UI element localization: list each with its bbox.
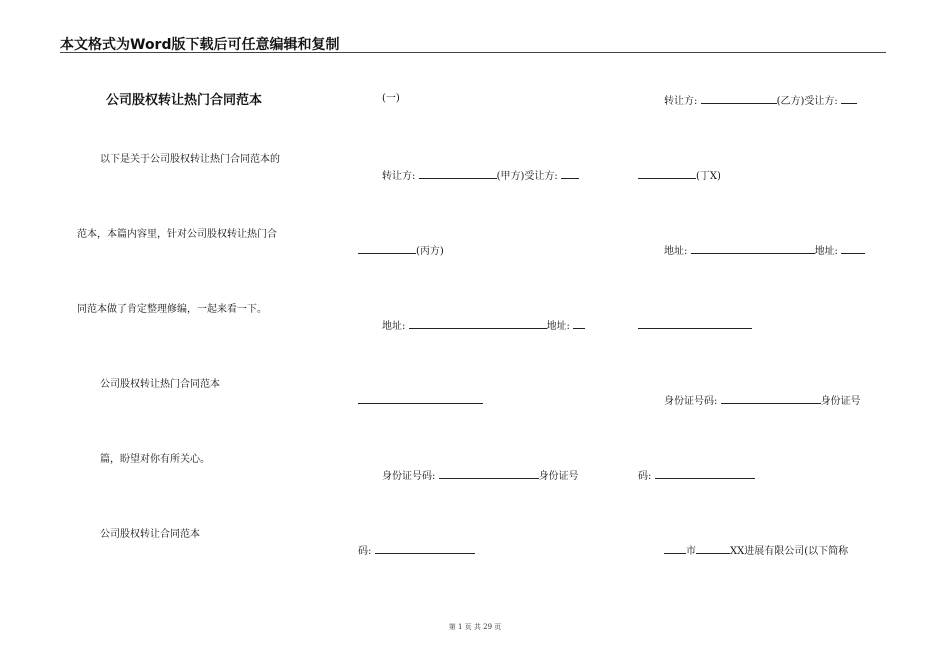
address-line-b [664, 243, 865, 258]
blank-field [841, 93, 857, 104]
city-label: 市 [686, 546, 696, 557]
blank-field [638, 318, 752, 329]
header-text: 本文格式为Word版下载后可任意编辑和复制 [60, 37, 340, 53]
intro-line-2: 范本，本篇内容里，针对公司股权转让热门合 [77, 229, 277, 240]
id-number-cont-b [638, 468, 755, 483]
blank-field [561, 168, 579, 179]
address-label: 地址: [814, 246, 838, 257]
address-label: 地址: [664, 246, 688, 257]
blank-field [439, 468, 539, 479]
party-c-label: (丙方) [416, 246, 444, 257]
total-pages: 29 [483, 623, 493, 631]
id-number-label: 身份证号码: [382, 471, 436, 482]
intro-line-6: 公司股权转让合同范本 [100, 529, 200, 540]
footer-prefix: 第 [448, 623, 456, 631]
blank-field [664, 543, 686, 554]
transferor-line-a [382, 168, 579, 183]
address-label: 地址: [382, 321, 406, 332]
blank-field [358, 393, 483, 404]
intro-line-1: 以下是关于公司股权转让热门合同范本的 [100, 154, 280, 165]
blank-field [358, 243, 416, 254]
company-name: XX进展有限公司(以下简称 [730, 546, 849, 557]
blank-field [375, 543, 475, 554]
intro-line-3: 同范本做了肯定整理修编，一起来看一下。 [77, 304, 267, 315]
intro-line-5: 篇，盼望对你有所关心。 [100, 454, 210, 465]
blank-field [409, 318, 547, 329]
blank-field [638, 168, 696, 179]
party-c-line [358, 243, 444, 258]
footer-mid: 页 共 [464, 623, 481, 631]
page-number: 1 [457, 623, 463, 631]
blank-field [701, 93, 777, 104]
transferor-label: 转让方: [664, 96, 698, 107]
code-label: 码: [638, 471, 652, 482]
blank-field [691, 243, 815, 254]
blank-field [655, 468, 755, 479]
blank-field [573, 318, 585, 329]
transferor-line-b [664, 93, 857, 108]
intro-line-4: 公司股权转让热门合同范本 [100, 379, 220, 390]
party-a-label: (甲方)受让方: [496, 171, 558, 182]
party-d-line [638, 168, 721, 183]
page-footer [0, 622, 950, 632]
company-line [664, 543, 848, 558]
address-label: 地址: [546, 321, 570, 332]
blank-field [721, 393, 821, 404]
id-number-line-a [382, 468, 579, 483]
address-line-a [382, 318, 585, 333]
blank-line [358, 393, 483, 408]
blank-line [638, 318, 752, 333]
blank-field [419, 168, 497, 179]
document-title: 公司股权转让热门合同范本 [106, 93, 263, 108]
section-number: (一) [382, 93, 400, 104]
code-label: 码: [358, 546, 372, 557]
id-number-line-b [664, 393, 861, 408]
page-header [60, 34, 886, 53]
id-number-label-b: 身份证号 [820, 396, 861, 407]
transferor-label: 转让方: [382, 171, 416, 182]
blank-field [696, 543, 730, 554]
party-d-label: (丁X) [696, 171, 721, 182]
blank-field [841, 243, 865, 254]
party-b-label: (乙方)受让方: [776, 96, 838, 107]
id-number-cont-a [358, 543, 475, 558]
id-number-label-b: 身份证号 [538, 471, 579, 482]
id-number-label: 身份证号码: [664, 396, 718, 407]
footer-suffix: 页 [494, 623, 502, 631]
